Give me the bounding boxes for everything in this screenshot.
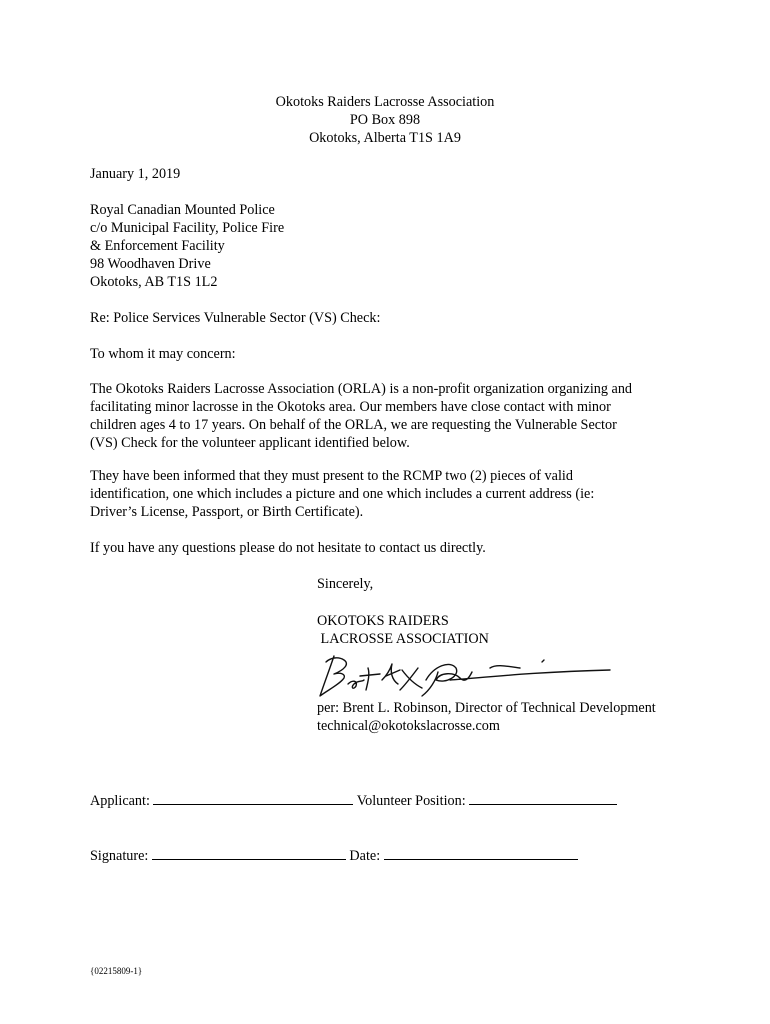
date-field[interactable] <box>384 845 578 860</box>
handwritten-signature <box>310 650 620 702</box>
paragraph-line: (VS) Check for the volunteer applicant identified below. <box>90 435 410 451</box>
recipient-line: Royal Canadian Mounted Police <box>90 202 275 218</box>
document-code: {02215809-1} <box>90 966 143 976</box>
signatory-organization <box>317 612 489 648</box>
letterhead-org-name: Okotoks Raiders Lacrosse Association <box>275 94 495 110</box>
letterhead <box>0 93 770 147</box>
letter-date <box>90 165 180 183</box>
recipient-line: 98 Woodhaven Drive <box>90 256 211 272</box>
signature-field[interactable] <box>152 845 346 860</box>
salutation-text: To whom it may concern: <box>90 346 236 362</box>
signature-row <box>90 845 578 865</box>
paragraph-identification <box>90 467 594 521</box>
signer-details <box>317 699 656 735</box>
paragraph-line: If you have any questions please do not hesitate to contact us directly. <box>90 540 486 556</box>
signer-email: technical@okotokslacrosse.com <box>317 718 500 734</box>
paragraph-purpose <box>90 380 632 452</box>
paragraph-line: They have been informed that they must present to the RCMP two (2) pieces of valid <box>90 468 573 484</box>
recipient-line: c/o Municipal Facility, Police Fire <box>90 220 285 236</box>
applicant-row <box>90 790 617 810</box>
paragraph-line: facilitating minor lacrosse in the Okotoks area. Our members have close contact with minor <box>90 399 611 415</box>
date-label: Date: <box>349 848 381 864</box>
recipient-line: Okotoks, AB T1S 1L2 <box>90 274 218 290</box>
subject-text: Re: Police Services Vulnerable Sector (VS) Check: <box>90 310 381 326</box>
signer-line: per: Brent L. Robinson, Director of Technical Development <box>317 700 656 716</box>
paragraph-contact <box>90 539 486 557</box>
signatory-org-line: OKOTOKS RAIDERS <box>317 613 449 629</box>
recipient-line: & Enforcement Facility <box>90 238 225 254</box>
applicant-label: Applicant: <box>90 793 150 809</box>
letterhead-city-line: Okotoks, Alberta T1S 1A9 <box>309 130 461 146</box>
paragraph-line: The Okotoks Raiders Lacrosse Association (ORLA) is a non-profit organization organizing and <box>90 381 633 397</box>
volunteer-position-field[interactable] <box>469 790 617 805</box>
paragraph-line: Driver’s License, Passport, or Birth Certificate). <box>90 504 364 520</box>
signature-label: Signature: <box>90 848 149 864</box>
applicant-field[interactable] <box>153 790 353 805</box>
paragraph-line: children ages 4 to 17 years. On behalf of the ORLA, we are requesting the Vulnerable Sector <box>90 417 617 433</box>
subject-line <box>90 309 380 327</box>
salutation <box>90 345 236 363</box>
closing <box>317 575 373 593</box>
volunteer-position-label: Volunteer Position: <box>356 793 466 809</box>
letterhead-po-box: PO Box 898 <box>349 112 421 128</box>
closing-text: Sincerely, <box>317 576 374 592</box>
signatory-org-line: LACROSSE ASSOCIATION <box>317 631 489 647</box>
recipient-address <box>90 201 284 291</box>
paragraph-line: identification, one which includes a picture and one which includes a current address (ie: <box>90 486 595 502</box>
date-text: January 1, 2019 <box>90 166 181 182</box>
